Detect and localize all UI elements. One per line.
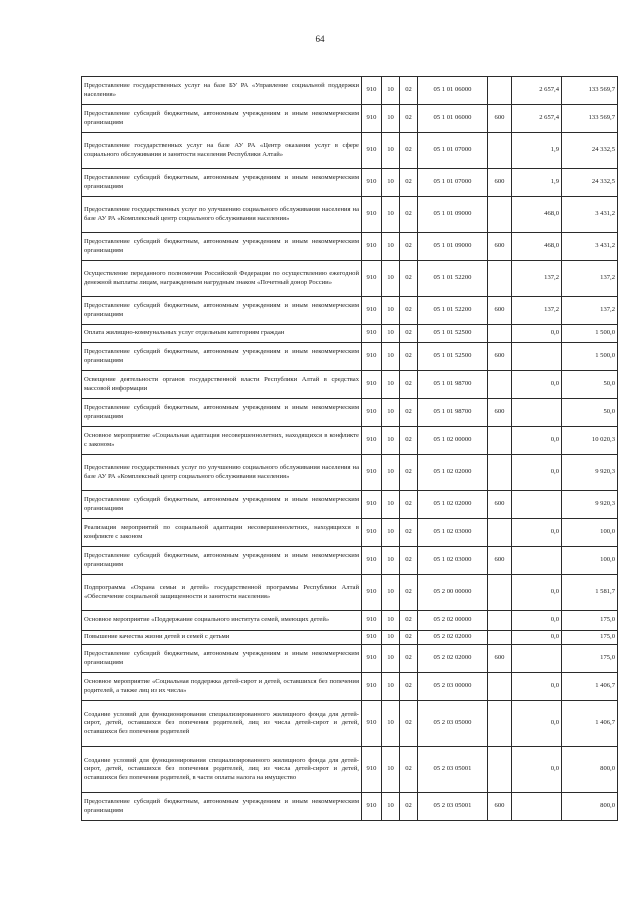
expense-type-code: 600 [488, 793, 512, 821]
amount-total: 1 581,7 [562, 575, 618, 611]
subsection-code: 02 [400, 343, 418, 371]
target-article-code: 05 2 03 05001 [418, 793, 488, 821]
section-code: 10 [382, 645, 400, 673]
expense-type-code [488, 611, 512, 631]
table-row [82, 631, 618, 645]
amount-change [512, 547, 562, 575]
amount-change: 2 657,4 [512, 105, 562, 133]
subsection-code: 02 [400, 793, 418, 821]
budget-item-name: Предоставление субсидий бюджетным, автономным учреждениям и иным некоммерческим организациям [82, 233, 362, 261]
expense-type-code [488, 701, 512, 747]
table-row [82, 77, 618, 105]
expense-type-code: 600 [488, 169, 512, 197]
section-code: 10 [382, 701, 400, 747]
table-row [82, 701, 618, 747]
subsection-code: 02 [400, 427, 418, 455]
amount-total: 3 431,2 [562, 233, 618, 261]
expense-type-code: 600 [488, 645, 512, 673]
subsection-code: 02 [400, 197, 418, 233]
amount-change: 1,9 [512, 169, 562, 197]
grbs-code: 910 [362, 399, 382, 427]
table-row [82, 793, 618, 821]
budget-table [81, 76, 618, 821]
target-article-code: 05 1 02 03000 [418, 547, 488, 575]
amount-change: 137,2 [512, 261, 562, 297]
grbs-code: 910 [362, 261, 382, 297]
subsection-code: 02 [400, 491, 418, 519]
table-row [82, 519, 618, 547]
subsection-code: 02 [400, 645, 418, 673]
budget-item-name: Создание условий для функционирования специализированного жилищного фонда для детей-сирот, детей, оставшихся без попечения родителей, лиц из числа детей-сирот и детей, оставшихся без попечения родителей [82, 701, 362, 747]
table-row [82, 455, 618, 491]
expense-type-code [488, 77, 512, 105]
amount-change [512, 645, 562, 673]
amount-total: 137,2 [562, 297, 618, 325]
amount-total: 175,0 [562, 631, 618, 645]
target-article-code: 05 1 01 06000 [418, 77, 488, 105]
grbs-code: 910 [362, 793, 382, 821]
amount-total: 100,0 [562, 547, 618, 575]
section-code: 10 [382, 631, 400, 645]
expense-type-code [488, 427, 512, 455]
expense-type-code: 600 [488, 491, 512, 519]
target-article-code: 05 2 02 00000 [418, 611, 488, 631]
grbs-code: 910 [362, 197, 382, 233]
target-article-code: 05 1 01 52500 [418, 343, 488, 371]
section-code: 10 [382, 399, 400, 427]
grbs-code: 910 [362, 371, 382, 399]
section-code: 10 [382, 673, 400, 701]
expense-type-code [488, 631, 512, 645]
section-code: 10 [382, 793, 400, 821]
amount-change: 0,0 [512, 611, 562, 631]
table-row [82, 169, 618, 197]
budget-item-name: Предоставление субсидий бюджетным, автономным учреждениям и иным некоммерческим организациям [82, 105, 362, 133]
table-row [82, 133, 618, 169]
amount-total: 133 569,7 [562, 105, 618, 133]
target-article-code: 05 1 01 52500 [418, 325, 488, 343]
page-number: 64 [315, 34, 325, 44]
budget-item-name: Подпрограмма «Охрана семьи и детей» государственной программы Республики Алтай «Обеспечение социальной защищенности и занятости населения» [82, 575, 362, 611]
target-article-code: 05 2 02 02000 [418, 631, 488, 645]
amount-total: 9 920,3 [562, 455, 618, 491]
amount-change [512, 399, 562, 427]
subsection-code: 02 [400, 169, 418, 197]
budget-item-name: Предоставление субсидий бюджетным, автономным учреждениям и иным некоммерческим организациям [82, 169, 362, 197]
grbs-code: 910 [362, 673, 382, 701]
table-row [82, 343, 618, 371]
expense-type-code: 600 [488, 399, 512, 427]
target-article-code: 05 1 01 09000 [418, 197, 488, 233]
amount-total: 3 431,2 [562, 197, 618, 233]
amount-change: 0,0 [512, 673, 562, 701]
grbs-code: 910 [362, 519, 382, 547]
table-row [82, 325, 618, 343]
table-row [82, 197, 618, 233]
budget-item-name: Предоставление государственных услуг по улучшению социального обслуживания населения на базе АУ РА «Комплексный центр социального обслуживания населения» [82, 197, 362, 233]
amount-change [512, 343, 562, 371]
amount-total: 175,0 [562, 645, 618, 673]
target-article-code: 05 2 03 05000 [418, 701, 488, 747]
amount-total: 24 332,5 [562, 133, 618, 169]
grbs-code: 910 [362, 575, 382, 611]
target-article-code: 05 1 01 07000 [418, 169, 488, 197]
target-article-code: 05 2 03 00000 [418, 673, 488, 701]
target-article-code: 05 2 02 02000 [418, 645, 488, 673]
budget-item-name: Создание условий для функционирования специализированного жилищного фонда для детей-сирот, детей, оставшихся без попечения родителей, лиц из числа детей-сирот и детей, оставшихся без попечения родителей, в части оплаты налога на имущество [82, 747, 362, 793]
amount-change: 0,0 [512, 427, 562, 455]
grbs-code: 910 [362, 455, 382, 491]
expense-type-code: 600 [488, 297, 512, 325]
budget-item-name: Предоставление субсидий бюджетным, автономным учреждениям и иным некоммерческим организациям [82, 491, 362, 519]
budget-table-body [82, 77, 618, 821]
amount-total: 50,0 [562, 371, 618, 399]
budget-item-name: Предоставление государственных услуг на базе АУ РА «Центр оказания услуг в сфере социального обслуживания и занятости населения Республики Алтай» [82, 133, 362, 169]
target-article-code: 05 1 01 52200 [418, 297, 488, 325]
expense-type-code: 600 [488, 233, 512, 261]
grbs-code: 910 [362, 105, 382, 133]
section-code: 10 [382, 261, 400, 297]
grbs-code: 910 [362, 547, 382, 575]
budget-item-name: Предоставление государственных услуг по улучшению социального обслуживания населения на базе АУ РА «Комплексный центр социального обслуживания населения» [82, 455, 362, 491]
section-code: 10 [382, 233, 400, 261]
amount-total: 137,2 [562, 261, 618, 297]
target-article-code: 05 1 01 07000 [418, 133, 488, 169]
grbs-code: 910 [362, 427, 382, 455]
expense-type-code: 600 [488, 343, 512, 371]
amount-change: 468,0 [512, 233, 562, 261]
amount-total: 175,0 [562, 611, 618, 631]
amount-total: 1 500,0 [562, 325, 618, 343]
expense-type-code [488, 455, 512, 491]
subsection-code: 02 [400, 701, 418, 747]
budget-item-name: Реализация мероприятий по социальной адаптации несовершеннолетних, находящихся в конфликте с законом [82, 519, 362, 547]
section-code: 10 [382, 197, 400, 233]
subsection-code: 02 [400, 105, 418, 133]
amount-change: 0,0 [512, 455, 562, 491]
budget-item-name: Предоставление субсидий бюджетным, автономным учреждениям и иным некоммерческим организациям [82, 297, 362, 325]
amount-change [512, 491, 562, 519]
amount-total: 1 406,7 [562, 673, 618, 701]
expense-type-code [488, 197, 512, 233]
budget-item-name: Предоставление субсидий бюджетным, автономным учреждениям и иным некоммерческим организациям [82, 645, 362, 673]
section-code: 10 [382, 519, 400, 547]
amount-change [512, 793, 562, 821]
subsection-code: 02 [400, 399, 418, 427]
subsection-code: 02 [400, 77, 418, 105]
subsection-code: 02 [400, 297, 418, 325]
table-row [82, 297, 618, 325]
section-code: 10 [382, 427, 400, 455]
target-article-code: 05 1 01 98700 [418, 371, 488, 399]
budget-item-name: Предоставление государственных услуг на базе БУ РА «Управление социальной поддержки населения» [82, 77, 362, 105]
subsection-code: 02 [400, 547, 418, 575]
budget-item-name: Оплата жилищно-коммунальных услуг отдельным категориям граждан [82, 325, 362, 343]
subsection-code: 02 [400, 233, 418, 261]
target-article-code: 05 2 03 05001 [418, 747, 488, 793]
amount-total: 50,0 [562, 399, 618, 427]
target-article-code: 05 1 01 52200 [418, 261, 488, 297]
subsection-code: 02 [400, 575, 418, 611]
grbs-code: 910 [362, 77, 382, 105]
grbs-code: 910 [362, 747, 382, 793]
expense-type-code [488, 575, 512, 611]
grbs-code: 910 [362, 297, 382, 325]
section-code: 10 [382, 77, 400, 105]
expense-type-code [488, 673, 512, 701]
expense-type-code [488, 261, 512, 297]
budget-item-name: Предоставление субсидий бюджетным, автономным учреждениям и иным некоммерческим организациям [82, 343, 362, 371]
subsection-code: 02 [400, 747, 418, 793]
section-code: 10 [382, 343, 400, 371]
amount-change: 0,0 [512, 575, 562, 611]
target-article-code: 05 1 01 06000 [418, 105, 488, 133]
expense-type-code [488, 325, 512, 343]
section-code: 10 [382, 325, 400, 343]
table-row [82, 747, 618, 793]
section-code: 10 [382, 491, 400, 519]
grbs-code: 910 [362, 631, 382, 645]
amount-total: 1 406,7 [562, 701, 618, 747]
subsection-code: 02 [400, 631, 418, 645]
amount-total: 1 500,0 [562, 343, 618, 371]
subsection-code: 02 [400, 673, 418, 701]
target-article-code: 05 1 01 09000 [418, 233, 488, 261]
section-code: 10 [382, 611, 400, 631]
section-code: 10 [382, 547, 400, 575]
subsection-code: 02 [400, 261, 418, 297]
amount-total: 100,0 [562, 519, 618, 547]
amount-total: 800,0 [562, 793, 618, 821]
section-code: 10 [382, 575, 400, 611]
section-code: 10 [382, 169, 400, 197]
table-row [82, 427, 618, 455]
amount-change: 0,0 [512, 519, 562, 547]
expense-type-code: 600 [488, 105, 512, 133]
amount-change: 0,0 [512, 747, 562, 793]
amount-total: 10 020,3 [562, 427, 618, 455]
subsection-code: 02 [400, 455, 418, 491]
budget-item-name: Освещение деятельности органов государственной власти Республики Алтай в средствах массовой информации [82, 371, 362, 399]
target-article-code: 05 1 02 02000 [418, 455, 488, 491]
budget-item-name: Осуществление переданного полномочия Российской Федерации по осуществлению ежегодной денежной выплаты лицам, награжденным нагрудным знаком «Почетный донор России» [82, 261, 362, 297]
grbs-code: 910 [362, 611, 382, 631]
table-row [82, 261, 618, 297]
target-article-code: 05 2 00 00000 [418, 575, 488, 611]
subsection-code: 02 [400, 371, 418, 399]
grbs-code: 910 [362, 233, 382, 261]
section-code: 10 [382, 371, 400, 399]
section-code: 10 [382, 455, 400, 491]
amount-change: 468,0 [512, 197, 562, 233]
amount-total: 9 920,3 [562, 491, 618, 519]
budget-item-name: Основное мероприятие «Социальная поддержка детей-сирот и детей, оставшихся без попечения родителей, а также лиц из их числа» [82, 673, 362, 701]
table-row [82, 105, 618, 133]
table-row [82, 547, 618, 575]
section-code: 10 [382, 133, 400, 169]
amount-change: 2 657,4 [512, 77, 562, 105]
expense-type-code [488, 133, 512, 169]
grbs-code: 910 [362, 325, 382, 343]
table-row [82, 399, 618, 427]
grbs-code: 910 [362, 701, 382, 747]
amount-change: 137,2 [512, 297, 562, 325]
amount-change: 1,9 [512, 133, 562, 169]
amount-change: 0,0 [512, 631, 562, 645]
grbs-code: 910 [362, 133, 382, 169]
amount-total: 24 332,5 [562, 169, 618, 197]
grbs-code: 910 [362, 645, 382, 673]
table-row [82, 575, 618, 611]
grbs-code: 910 [362, 491, 382, 519]
budget-item-name: Основное мероприятие «Социальная адаптация несовершеннолетних, находящихся в конфликте с законом» [82, 427, 362, 455]
target-article-code: 05 1 02 03000 [418, 519, 488, 547]
grbs-code: 910 [362, 169, 382, 197]
budget-item-name: Предоставление субсидий бюджетным, автономным учреждениям и иным некоммерческим организациям [82, 793, 362, 821]
amount-change: 0,0 [512, 701, 562, 747]
expense-type-code [488, 371, 512, 399]
amount-change: 0,0 [512, 325, 562, 343]
subsection-code: 02 [400, 611, 418, 631]
grbs-code: 910 [362, 343, 382, 371]
amount-total: 133 569,7 [562, 77, 618, 105]
table-row [82, 233, 618, 261]
table-row [82, 645, 618, 673]
budget-item-name: Предоставление субсидий бюджетным, автономным учреждениям и иным некоммерческим организациям [82, 399, 362, 427]
target-article-code: 05 1 01 98700 [418, 399, 488, 427]
table-row [82, 371, 618, 399]
expense-type-code [488, 747, 512, 793]
subsection-code: 02 [400, 325, 418, 343]
section-code: 10 [382, 105, 400, 133]
target-article-code: 05 1 02 02000 [418, 491, 488, 519]
amount-total: 800,0 [562, 747, 618, 793]
budget-item-name: Предоставление субсидий бюджетным, автономным учреждениям и иным некоммерческим организациям [82, 547, 362, 575]
subsection-code: 02 [400, 133, 418, 169]
amount-change: 0,0 [512, 371, 562, 399]
table-row [82, 491, 618, 519]
table-row [82, 611, 618, 631]
budget-item-name: Основное мероприятие «Поддержание социального института семей, имеющих детей» [82, 611, 362, 631]
table-row [82, 673, 618, 701]
section-code: 10 [382, 297, 400, 325]
subsection-code: 02 [400, 519, 418, 547]
target-article-code: 05 1 02 00000 [418, 427, 488, 455]
expense-type-code [488, 519, 512, 547]
section-code: 10 [382, 747, 400, 793]
budget-item-name: Повышение качества жизни детей и семей с детьми [82, 631, 362, 645]
expense-type-code: 600 [488, 547, 512, 575]
